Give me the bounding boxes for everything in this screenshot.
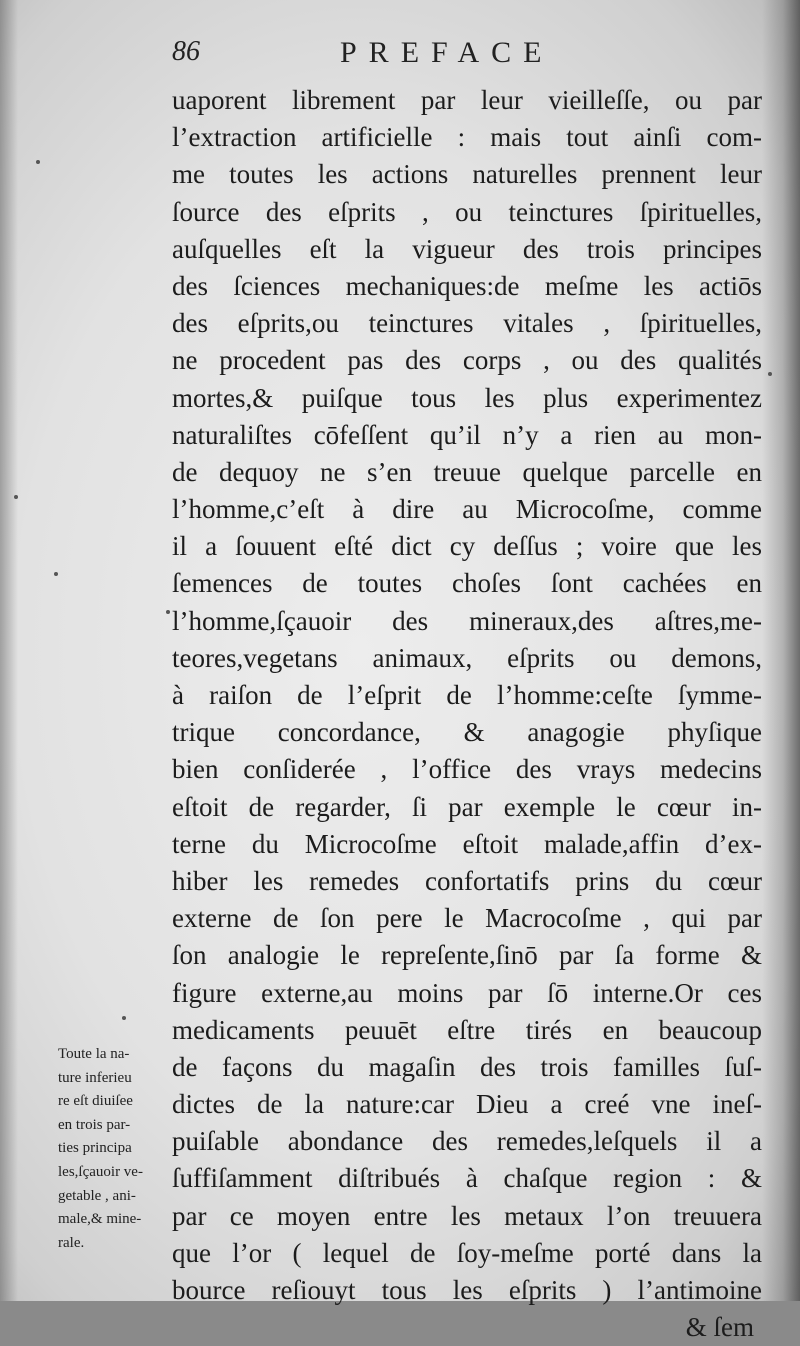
page-header — [172, 36, 772, 80]
text-line: bource reſiouyt tous les eſprits ) l’antimoine — [172, 1275, 762, 1305]
text-line: ſon analogie le repreſente,ſinō par ſa forme & — [172, 940, 762, 971]
text-line: l’extraction artificielle : mais tout ainſi com- — [172, 122, 762, 153]
text-line: auſquelles eſt la vigueur des trois principes — [172, 233, 762, 264]
text-line: puiſable abondance des remedes,leſquels il a — [172, 1126, 762, 1157]
text-line: de façons du magaſin des trois familles ſuſ- — [172, 1051, 762, 1082]
text-line: naturaliſtes cōfeſſent qu’il n’y a rien au mon- — [172, 419, 762, 450]
text-line: l’homme,ſçauoir des mineraux,des aſtres,me- — [172, 605, 762, 636]
text-line: teores,vegetans animaux, eſprits ou demons, — [172, 642, 762, 673]
main-text-block — [172, 82, 762, 1346]
text-line: dictes de la nature:car Dieu a creé vne ineſ- — [172, 1089, 762, 1120]
text-line: externe de ſon pere le Macrocoſme , qui par — [172, 903, 762, 934]
text-line: figure externe,au moins par ſō interne.Or ces — [172, 977, 762, 1008]
text-line: par ce moyen entre les metaux l’on treuuera — [172, 1200, 762, 1231]
text-line: mortes,& puiſque tous les plus experimentez — [172, 382, 762, 413]
paper-speck — [768, 372, 772, 376]
marginal-note-line: male,& mine- — [58, 1211, 142, 1228]
text-line: bien conſiderée , l’office des vrays medecins — [172, 754, 762, 785]
paper-speck — [54, 572, 58, 576]
paper-speck — [122, 1016, 126, 1020]
paper-speck — [14, 495, 18, 499]
text-line: de dequoy ne s’en treuue quelque parcelle en — [172, 456, 762, 487]
text-line: me toutes les actions naturelles prennent leur — [172, 159, 762, 190]
text-line: à raiſon de l’eſprit de l’homme:ceſte ſymme- — [172, 680, 762, 710]
text-line: hiber les remedes confortatifs prins du cœur — [172, 865, 762, 896]
text-line: l’homme,c’eſt à dire au Microcoſme, comme — [172, 494, 762, 525]
page-number: 86 — [172, 36, 200, 67]
text-line: ne procedent pas des corps , ou des qualités — [172, 345, 762, 376]
running-head: PREFACE — [340, 36, 554, 69]
text-line: des ſciences mechaniques:de meſme les actiōs — [172, 270, 762, 301]
marginal-note — [58, 1043, 190, 1255]
text-line: medicaments peuuēt eſtre tirés en beaucoup — [172, 1014, 762, 1045]
marginal-note-line: ture inferieu — [58, 1069, 132, 1086]
text-line: trique concordance, & anagogie phyſique — [172, 717, 762, 748]
page-edge-shadow — [762, 0, 800, 1301]
marginal-note-line: getable , ani- — [58, 1187, 136, 1204]
text-line: ſuffiſamment diſtribués à chaſque region : & — [172, 1163, 762, 1194]
marginal-note-line: en trois par- — [58, 1116, 131, 1133]
marginal-note-line: re eſt diuiſee — [58, 1093, 133, 1110]
text-line: eſtoit de regarder, ſi par exemple le cœur in- — [172, 791, 762, 822]
text-line: ſemences de toutes choſes ſont cachées en — [172, 568, 762, 599]
marginal-note-line: ties principa — [58, 1140, 132, 1157]
catchword: & ſem — [685, 1312, 754, 1343]
paper-speck — [36, 160, 40, 164]
text-line: terne du Microcoſme eſtoit malade,affin d’ex- — [172, 828, 762, 859]
marginal-note-line: les,ſçauoir ve- — [58, 1163, 143, 1180]
paper-speck — [166, 610, 170, 614]
text-line: des eſprits,ou teinctures vitales , ſpirituelles, — [172, 308, 762, 339]
text-line: il a ſouuent eſté dict cy deſſus ; voire que les — [172, 531, 762, 562]
marginal-note-line: rale. — [58, 1234, 85, 1251]
marginal-note-line: Toute la na- — [58, 1046, 130, 1062]
text-line: ſource des eſprits , ou teinctures ſpirituelles, — [172, 196, 762, 227]
text-line: que l’or ( lequel de ſoy-meſme porté dans la — [172, 1237, 762, 1268]
text-line: uaporent librement par leur vieilleſſe, ou par — [172, 85, 762, 115]
page-gutter-shadow — [0, 0, 18, 1301]
